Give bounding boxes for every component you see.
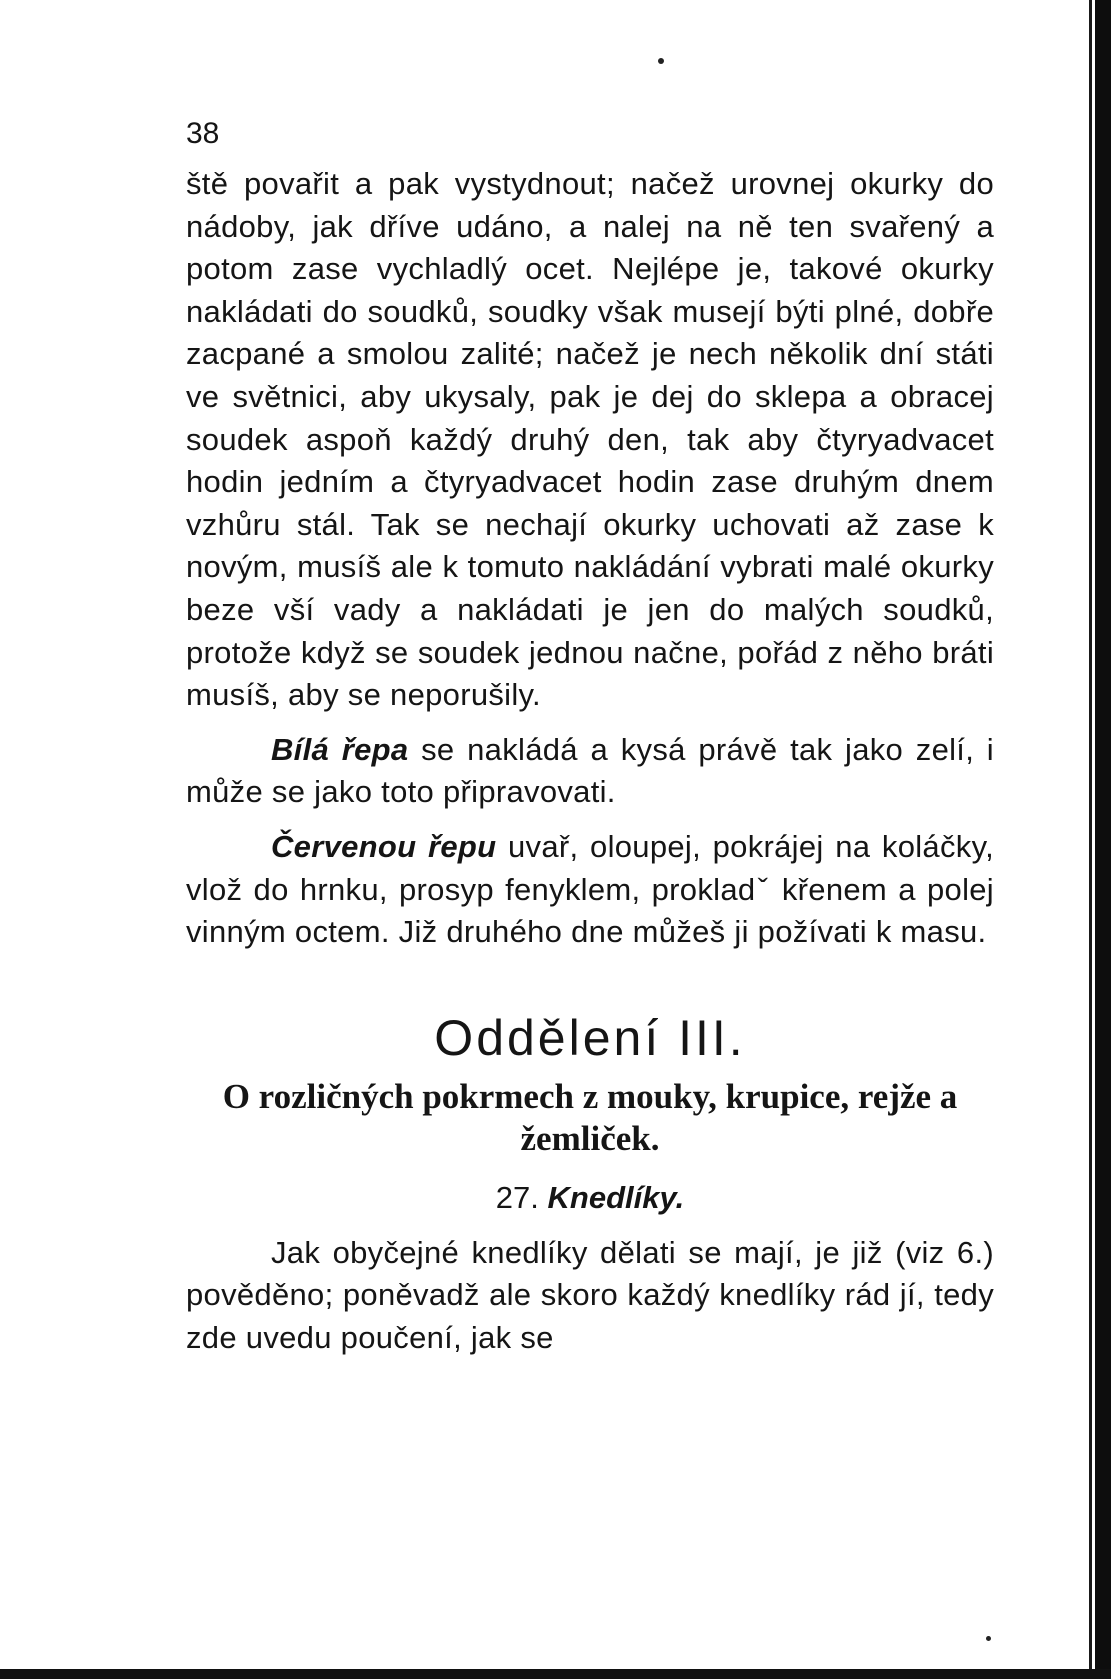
print-speck (986, 1636, 991, 1641)
book-page (186, 115, 994, 1359)
recipe-heading (186, 1176, 994, 1220)
body-text-continued (186, 1232, 994, 1360)
page-edge-shadow-right (1095, 0, 1111, 1679)
paragraph-knedliky: Jak obyčejné knedlíky dělati se mají, je již (viz 6.) pověděno; poněvadž ale skoro každý knedlíky rád jí, tedy zde uvedu poučení, jak se (186, 1234, 994, 1355)
paragraph-cervena-repa (186, 826, 994, 954)
section-subtitle: O rozličných pokrmech z mouky, krupice, rejže a žemliček. (222, 1076, 958, 1158)
term-cervena-repa: Červenou řepu (271, 828, 497, 864)
page-number: 38 (186, 117, 220, 150)
paragraph-bila-repa-text: se nakládá a kysá právě tak jako zelí, i může se jako toto připravovati. (186, 731, 994, 810)
recipe-title: Knedlíky. (547, 1179, 685, 1215)
term-bila-repa: Bílá řepa (271, 731, 409, 767)
section-title: Oddělení III. (434, 1009, 746, 1066)
body-text (186, 163, 994, 954)
paragraph-cervena-repa-text: uvař, oloupej, pokrájej na koláčky, vlož do hrnku, prosyp fenyklem, prokladˇ křenem a polej vinným octem. Již druhého dne můžeš ji požívati k masu. (186, 828, 994, 950)
page-edge-shadow-bottom (0, 1669, 1111, 1679)
paragraph-pickles: ště povařit a pak vystydnout; načež urovnej okurky do nádoby, jak dříve udáno, a nalej na ně ten svařený a potom zase vychladlý ocet. Nejlépe je, takové okurky nakládati do soudků, soudky však musejí býti plné, dobře zacpané a smolou zalité; načež je nech několik dní státi ve světnici, aby ukysaly, pak je dej do sklepa a obracej soudek aspoň každý druhý den, tak aby čtyryadvacet hodin jedním a čtyryadvacet hodin zase druhým dnem vzhůru stál. Tak se nechají okurky uchovati až zase k novým, musíš ale k tomuto nakládání vybrati malé okurky beze vší vady a nakládati je jen do malých soudků, protože když se soudek jednou načne, pořád z něho bráti musíš, aby se neporušily. (186, 166, 994, 713)
print-speck (658, 58, 664, 64)
recipe-number: 27. (495, 1179, 539, 1215)
paragraph-bila-repa (186, 729, 994, 814)
